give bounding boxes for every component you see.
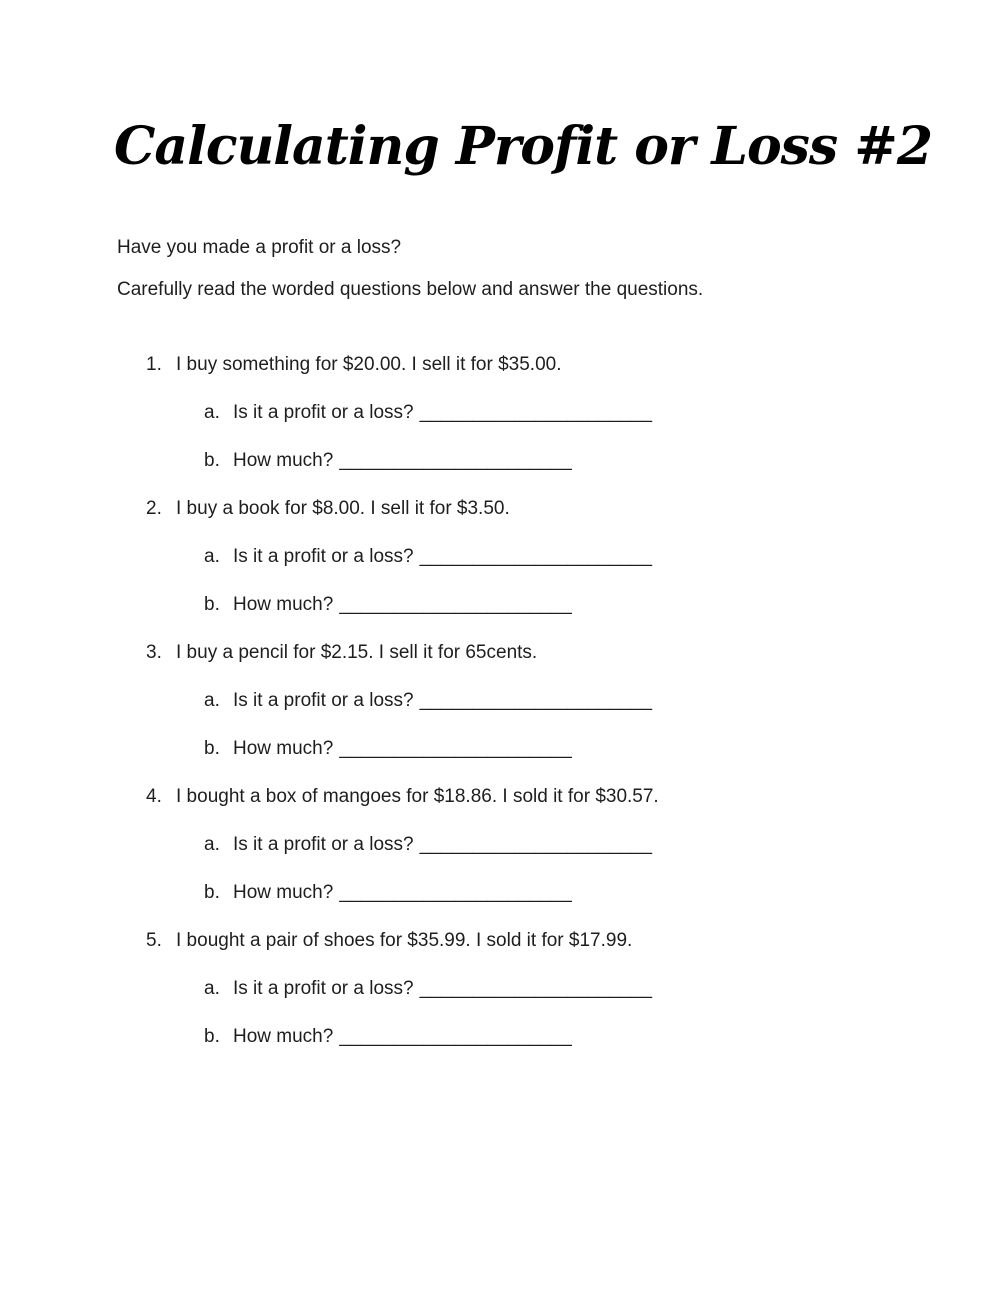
page-title: Calculating Profit or Loss #2: [114, 116, 933, 177]
question-number: 2.: [146, 498, 162, 519]
intro-line-2: Carefully read the worded questions below and answer the questions.: [117, 279, 704, 300]
sub-question-label: a.: [204, 402, 220, 423]
sub-question-text: How much?: [233, 450, 334, 471]
question-item: [0, 787, 1000, 903]
sub-question-text: Is it a profit or a loss?: [233, 690, 414, 711]
sub-question-text: How much?: [233, 1026, 334, 1047]
question-number: 1.: [146, 354, 162, 375]
question-number: 5.: [146, 930, 162, 951]
answer-blank: ______________________: [419, 402, 653, 423]
answer-blank: ______________________: [339, 450, 572, 471]
sub-question-label: b.: [204, 1026, 220, 1047]
answer-blank: ______________________: [419, 978, 653, 999]
question-number: 4.: [146, 786, 162, 807]
sub-question-label: a.: [204, 546, 220, 567]
answer-blank: ______________________: [339, 1026, 572, 1047]
question-item: [0, 355, 1000, 471]
sub-question-text: Is it a profit or a loss?: [233, 834, 414, 855]
answer-blank: ______________________: [339, 594, 572, 615]
question-item: [0, 643, 1000, 759]
question-text: I buy a pencil for $2.15. I sell it for 65cents.: [176, 642, 538, 663]
question-text: I buy a book for $8.00. I sell it for $3.50.: [176, 498, 510, 519]
sub-question-label: b.: [204, 450, 220, 471]
answer-blank: ______________________: [339, 882, 572, 903]
question-text: I bought a box of mangoes for $18.86. I sold it for $30.57.: [176, 786, 659, 807]
sub-question-text: Is it a profit or a loss?: [233, 402, 414, 423]
question-item: [0, 931, 1000, 1047]
question-item: [0, 499, 1000, 615]
question-list: [0, 355, 1000, 1047]
answer-blank: ______________________: [419, 690, 653, 711]
sub-question-label: b.: [204, 882, 220, 903]
sub-question-text: Is it a profit or a loss?: [233, 978, 414, 999]
question-number: 3.: [146, 642, 162, 663]
sub-question-label: a.: [204, 978, 220, 999]
answer-blank: ______________________: [419, 546, 653, 567]
answer-blank: ______________________: [339, 738, 572, 759]
sub-question-label: b.: [204, 738, 220, 759]
sub-question-text: How much?: [233, 882, 334, 903]
question-text: I bought a pair of shoes for $35.99. I sold it for $17.99.: [176, 930, 633, 951]
answer-blank: ______________________: [419, 834, 653, 855]
question-text: I buy something for $20.00. I sell it for $35.00.: [176, 354, 562, 375]
sub-question-label: b.: [204, 594, 220, 615]
sub-question-label: a.: [204, 834, 220, 855]
sub-question-text: Is it a profit or a loss?: [233, 546, 414, 567]
sub-question-label: a.: [204, 690, 220, 711]
sub-question-text: How much?: [233, 738, 334, 759]
sub-question-text: How much?: [233, 594, 334, 615]
intro-line-1: Have you made a profit or a loss?: [117, 237, 402, 258]
